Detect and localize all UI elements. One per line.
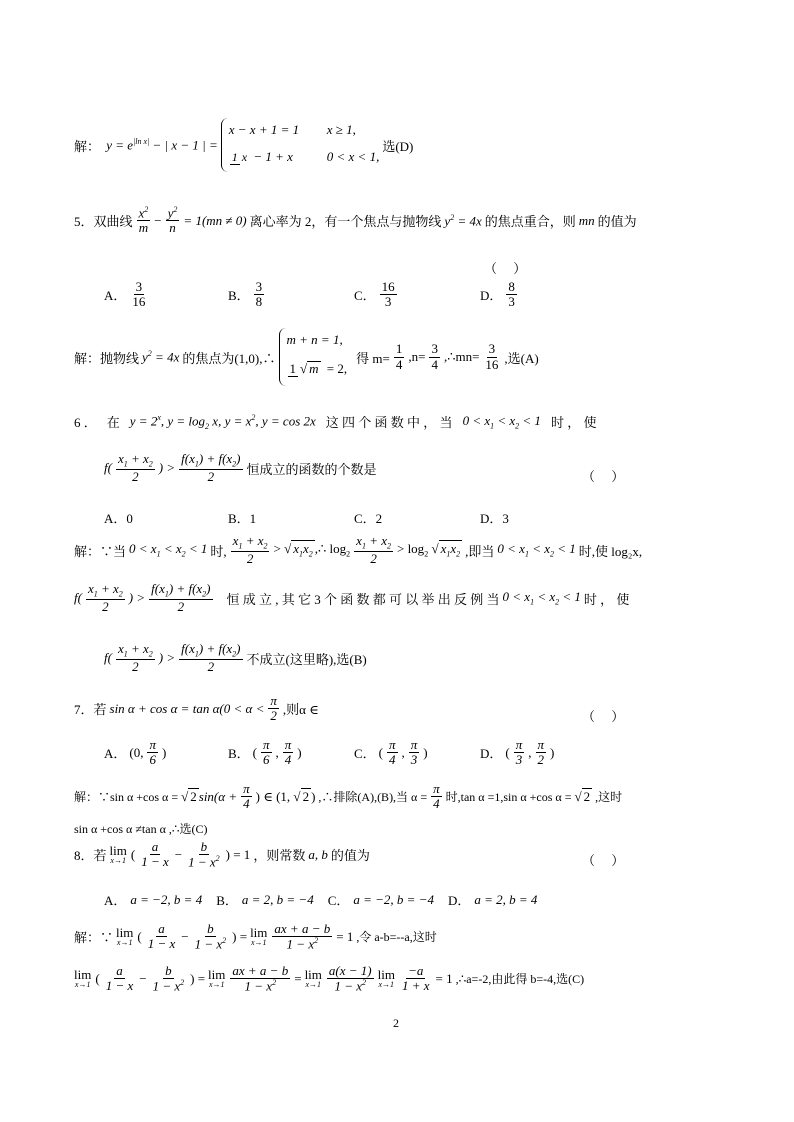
s5-text: 的焦点为(1,0),∴	[182, 350, 276, 366]
q5-eq: = 1(mn ≠ 0)	[183, 212, 247, 228]
solution-6-line-1: 解：∵当 $0 < x_1 < x_2 < 1$ 时, $\frac{x_1 + x_2}{2}$ > √ $x_1x_2$ ,∴ $\log_2$ $\frac{x_1 + x_2}{2}$ > $\log_2$ √ $x_1x_2$ ,即当 $0 < x_1 < x_2 < 1$ 时,使 log₂x,	[74, 533, 643, 567]
q7-option-b: B． ( $\frac{\pi}{6}$ , $\frac{\pi}{4}$ )	[228, 737, 302, 768]
q5-frac-y2n: $\frac{y^2}{n}$	[167, 205, 178, 236]
q5-number: 5．双曲线	[74, 214, 133, 230]
solution-8-line-2: lim x→1 ( $\frac{a}{1 - x}$ − $\frac{b}{1 - x^2}$ ) = lim x→1 $\frac{ax + a - b}{1 - x^2}$ = lim x→1 $\frac{a(x - 1)}{1 - x^2}$ lim x→1 $\frac{-a}{1 + x}$ = 1 ,∴a=-2,由此得 b=-4,选(C)	[74, 963, 585, 994]
q6-option-c: C．2	[354, 511, 383, 526]
q5-text-b: 的焦点重合，则	[484, 214, 576, 230]
q5-text-a: 离心率为 2，有一个焦点与抛物线	[249, 214, 442, 230]
q5-frac-x2m: $\frac{x^2}{m}$	[138, 205, 149, 236]
q5-option-a: A． $\frac{3}{16}$	[104, 279, 146, 310]
solution-4	[74, 118, 413, 172]
q5-option-b: B． $\frac{3}{8}$	[228, 279, 263, 310]
q6-option-a: A．0	[104, 511, 133, 526]
solution-6-line-3: f( $\frac{x_1 + x_2}{2}$ ) > $\frac{f(x_1) + f(x_2)}{2}$ 不成立(这里略),选(B)	[104, 641, 367, 675]
page-number: 2	[393, 1016, 399, 1030]
q5-mn: mn	[578, 212, 595, 228]
s5-system-brace: m + n = 1, 1 √ m = 2,	[279, 328, 348, 386]
q6-inequality: f( $\frac{x_1 + x_2}{2}$ ) > $\frac{f(x_1) + f(x_2)}{2}$ 恒成立的函数的个数是	[104, 451, 377, 485]
solution-4-label: 解：	[74, 138, 101, 154]
piecewise-row-1: x − x + 1 = 1 x ≥ 1,	[228, 122, 356, 137]
q7-option-a: A． (0, $\frac{\pi}{6}$ )	[104, 737, 167, 768]
s5-label: 解：抛物线	[74, 350, 140, 366]
q6-option-b: B．1	[228, 511, 257, 526]
solution-8-line-1: 解：∵ lim x→1 ( $\frac{a}{1 - x}$ − $\frac{b}{1 - x^2}$ ) = lim x→1 $\frac{ax + a - b}{1 - x^2}$ = 1 ,令 a-b=--a,这时	[74, 921, 437, 952]
solution-7-line-1: 解：∵sin α +cos α = √ 2 sin(α + $\frac{\pi}{4}$ ) ∈ (1, √ 2 ) ,∴排除(A),(B),当 α = $\frac{\pi}{4}$ 时,tan α =1,sin α +cos α = √ 2 ,这时	[74, 781, 623, 812]
q5-text-c: 的值为	[597, 214, 637, 230]
q5-paren: （ ）	[484, 261, 527, 276]
piecewise-row-2: 1 x − 1 + x 0 < x < 1,	[231, 149, 380, 165]
q6-functions: $y = 2^x$, $y = \log_2 x$, $y = x^2$, y = cos 2x	[129, 412, 316, 431]
q7-paren: （ ）	[582, 709, 625, 724]
q5-parabola: $y^2 = 4x$	[444, 212, 482, 228]
solution-7-line-2: sin α +cos α ≠tan α ,∴选(C)	[74, 822, 208, 836]
q5-option-d: D． $\frac{8}{3}$	[480, 279, 515, 310]
formula-y-def: $y = e^{|ln x|}$ − | x − 1 | =	[103, 136, 218, 153]
q6-paren: （ ）	[582, 469, 625, 484]
q8-options: A． a = −2, b = 4 B． a = 2, b = −4 C． a = −2, b = −4 D． a = 2, b = 4	[104, 891, 538, 908]
q6-option-d: D．3	[480, 511, 509, 526]
q5-option-c: C． $\frac{16}{3}$	[354, 279, 395, 310]
question-6: 6 ． 在 $y = 2^x$, $y = \log_2 x$, $y = x^2$, y = cos 2x 这 四 个 函 数 中 ， 当 $0 < x_1 < x_2 < 1$ 时 ， 使	[74, 412, 597, 431]
q8-paren: （ ）	[582, 853, 625, 868]
question-5: 5．双曲线 $\frac{x^2}{m}$ − $\frac{y^2}{n}$ = 1(mn ≠ 0) 离心率为 2，有一个焦点与抛物线 $y^2 = 4x$ 的焦点重合，则 mn 的值为	[74, 205, 637, 236]
piecewise-brace	[221, 118, 380, 172]
question-8: 8．若 lim x→1 ( $\frac{a}{1 - x}$ − $\frac{b}{1 - x^2}$ ) = 1 ，则常数 a, b 的值为	[74, 839, 370, 870]
s5-get: 得 m=	[356, 350, 390, 366]
solution-6-line-2: f( $\frac{x_1 + x_2}{2}$ ) > $\frac{f(x_1) + f(x_2)}{2}$ 恒 成 立 , 其 它 3 个 函 数 都 可 以 举 出 反 例 当 $0 < x_1 < x_2 < 1$ 时 ， 使	[74, 581, 630, 615]
q7-option-c: C． ( $\frac{\pi}{4}$ , $\frac{\pi}{3}$ )	[354, 737, 428, 768]
solution-4-select: 选(D)	[382, 138, 414, 154]
question-7: 7．若 sin α + cos α = tan α(0 < α < $\frac{\pi}{2}$ ,则α ∈	[74, 693, 319, 724]
q7-option-d: D． ( $\frac{\pi}{3}$ , $\frac{\pi}{2}$ )	[480, 737, 555, 768]
solution-5: 解：抛物线 $y^2 = 4x$ 的焦点为(1,0),∴ m + n = 1, 1 √ m = 2, 得 m= $\frac{1}{4}$ ,n= $\frac{3}{4}$ ,∴mn= $\frac{3}{16}$ ,选(A)	[74, 328, 539, 386]
